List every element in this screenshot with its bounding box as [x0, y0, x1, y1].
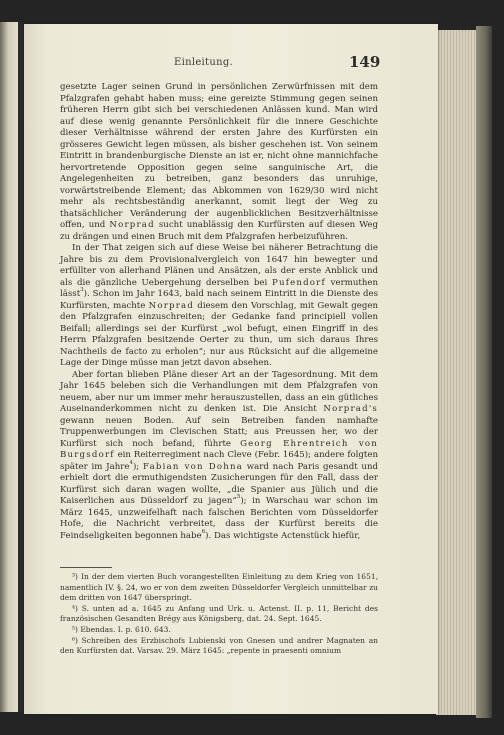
- person-name: Norprad's: [323, 404, 378, 414]
- person-name: Fabian von Dohna: [143, 461, 244, 472]
- person-name: Norprad: [148, 300, 195, 311]
- book-cover-edge: [476, 26, 492, 718]
- book-gutter: [18, 22, 23, 712]
- footnote-ref: 4: [129, 459, 133, 466]
- paragraph-3: Aber fortan blieben Pläne dieser Art an der Tagesordnung. Mit dem Jahr 1645 beleben sich die Verhandlungen mit dem Pfalzgrafen von neuem, aber nur um immer mehr herauszustellen, dass an ein gütliches Auseinanderkommen nicht zu denken ist. Die Ansicht Norprad's gewann neuen Boden. Auf sein Betreiben fanden namhafte Truppenwerbungen im Clevischen Statt; aus Preussen her, wo der Kurfürst sich noch befand, führte Georg Ehrentreich von Burgsdorf ein Reiterregiment nach Cleve (Febr. 1645); andere folgten später im Jahre$^4$); Fabian von Dohna ward nach Paris gesandt und erhielt dort die ermuthigendsten Zusicherungen für den Fall, dass der Kurfürst sich daran wagen wollte, „die Spanier aus Jülich und die Kaiserlichen aus Düsseldorf zu jagen“$^5$); in Warschau war schon im März 1645, unzweifelhaft nach falschen Berichten vom Düsseldorfer Hofe, die Nachricht verbreitet, dass der Kurfürst bereits die Feindseligkeiten begonnen habe$^6$). Das wichtigste Actenstück hiefür,: [60, 369, 379, 541]
- left-page-sliver: [0, 22, 18, 712]
- book-page: [24, 24, 438, 714]
- footnote-ref: 6: [201, 528, 206, 535]
- person-name: Georg Ehrentreich von Burgsdorf: [60, 438, 378, 460]
- footnote-ref: 5: [236, 494, 241, 500]
- footnote-5: ⁵) Ebendas. I. p. 610. 643.: [72, 624, 171, 634]
- footnote-3: ³) In der dem vierten Buch vorangestellten Einleitung zu dem Krieg von 1651, namentlich IV. §. 24, wo er von dem zweiten Düsseldorfer Vergleich unmittelbar zu dem dritten von 1647 überspringt.: [60, 572, 378, 603]
- body-text: [60, 82, 378, 542]
- footnote-4: ⁴) S. unten ad a. 1645 zu Anfang und Urk. u. Actenst. II. p. 11, Bericht des französischen Gesandten Brégy aus Königsberg, dat. 24. Sept. 1645.: [60, 603, 378, 624]
- running-title: Einleitung.: [174, 57, 234, 68]
- person-name: Pufendorf: [271, 277, 326, 288]
- page-number: 149: [349, 53, 381, 71]
- footnotes: [60, 572, 378, 657]
- paragraph-2: In der That zeigen sich auf diese Weise bei näherer Betrachtung die Jahre bis zu dem Provisionalvergleich von 1647 hin bewegter und erfüllter von allerhand Plänen und Ansätzen, als der erste Anblick und als die gänzliche Uebergehung derselben bei Pufendorf vermuthen lässt$^3$). Schon im Jahr 1643, bald nach seinem Eintritt in die Dienste des Kurfürsten, machte Norprad diesem den Vorschlag, mit Gewalt gegen den Pfalzgrafen einzuschreiten; der Gedanke fand principiell vollen Beifall; allerdings sei der Kurfürst „wol befugt, einen Eingriff in des Herrn Pfalzgrafen besitzende Oerter zu thun, um sich daraus Ihres Nachtheils de facto zu erholen“; nur aus Rücksicht auf die allgemeine Lage der Dinge müsse man jetzt davon absehen.: [60, 243, 378, 368]
- paragraph-1: gesetzte Lager seinen Grund in persönlichen Zerwürfnissen mit dem Pfalzgrafen gehabt haben muss; eine gereizte Stimmung gegen seinen früheren Herrn gibt sich bei verschiedenen Anlässen kund. Man wird auf diese wenig genannte Persönlichkeit für die innere Geschichte dieser Verhältnisse während der ersten Jahre des Kurfürsten ein grösseres Gewicht legen müssen, als bisher geschehen ist. Von seinem Eintritt in brandenburgische Dienste an ist er, nicht ohne mannichfache hervortretende Opposition gegen seine sanguinische Art, die Angelegenheiten zu betreiben, ganz besonders das unruhige, vorwärtstreibende Element; das Abkommen von 1629/30 wird nicht mehr als rechtsbeständig anerkannt, somit liegt der Weg zu thatsächlicher Veränderung der augenblicklichen Besitzverhältnisse offen, und Norprad sucht unablässig den Kurfürsten auf diesen Weg zu drängen und einen Bruch mit dem Pfalzgrafen herbeizuführen.: [60, 82, 378, 242]
- footnote-6: ⁶) Schreiben des Erzbischofs Lubienski von Gnesen und andrer Magnaten an den Kurfürsten dat. Varsav. 29. März 1645: „repente in praesenti omnium: [60, 635, 378, 656]
- person-name: Norprad: [109, 220, 155, 230]
- footnote-ref: 3: [80, 287, 84, 293]
- page-edges: [436, 30, 476, 715]
- footnote-rule: [60, 567, 112, 568]
